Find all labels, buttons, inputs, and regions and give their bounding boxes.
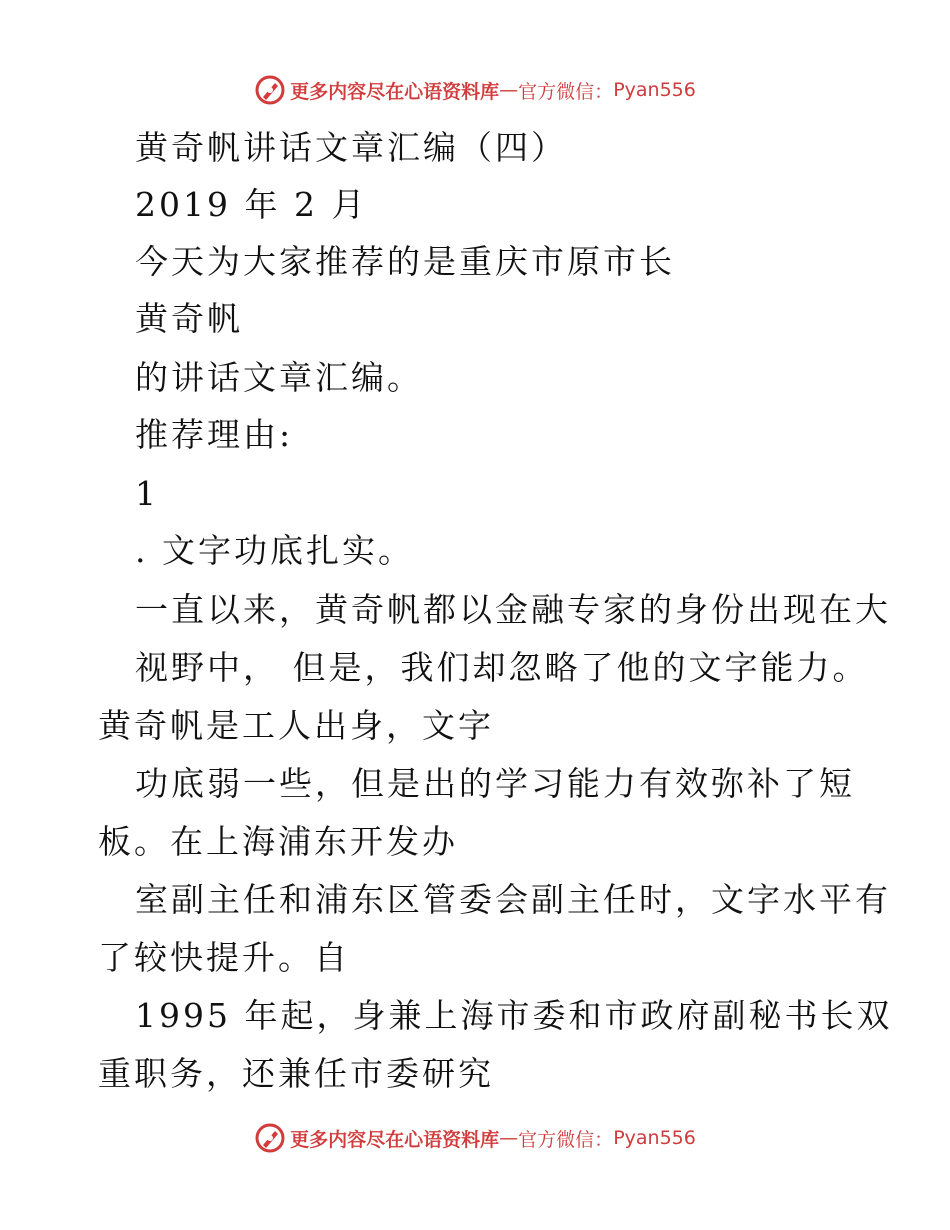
watermark-wechat-id: Pyan556 [613,1127,696,1149]
paragraph-line: 一直以来，黄奇帆都以金融专家的身份出现在大 [135,590,891,629]
watermark-wechat-label: 官方微信： [518,1128,614,1151]
pen-logo-icon [254,1122,286,1154]
paragraph-line: 黄奇帆 [135,299,243,338]
paragraph-line: 黄奇帆是工人出身，文字 [98,706,494,745]
watermark-text: 更多内容尽在心语资料库 [290,80,500,103]
list-item-text: . 文字功底扎实。 [135,531,414,570]
doc-date: 2019 年 2 月 [135,185,368,224]
watermark-banner-bottom [0,1118,950,1158]
watermark-separator: — [499,1127,519,1149]
pen-logo-icon [254,74,286,106]
watermark-wechat-label: 官方微信： [518,80,614,103]
paragraph-line: 了较快提升。自 [98,938,350,977]
watermark-banner-top [0,70,950,110]
paragraph-line: 视野中， 但是，我们却忽略了他的文字能力。 [135,648,869,687]
list-number: 1 [135,474,159,513]
watermark-text: 更多内容尽在心语资料库 [290,1128,500,1151]
paragraph-line: 今天为大家推荐的是重庆市原市长 [135,242,675,281]
watermark-wechat-id: Pyan556 [613,79,696,101]
paragraph-line: 重职务，还兼任市委研究 [98,1054,494,1093]
paragraph-line: 室副主任和浦东区管委会副主任时，文字水平有 [135,880,891,919]
paragraph-line: 板。在上海浦东开发办 [98,822,458,861]
watermark-separator: — [499,79,519,101]
doc-title: 黄奇帆讲话文章汇编（四） [135,128,567,167]
paragraph-line: 功底弱一些，但是出的学习能力有效弥补了短 [135,764,855,803]
paragraph-line: 的讲话文章汇编。 [135,358,423,397]
section-heading: 推荐理由: [135,415,294,454]
paragraph-line: 1995 年起，身兼上海市委和市政府副秘书长双 [135,996,893,1035]
